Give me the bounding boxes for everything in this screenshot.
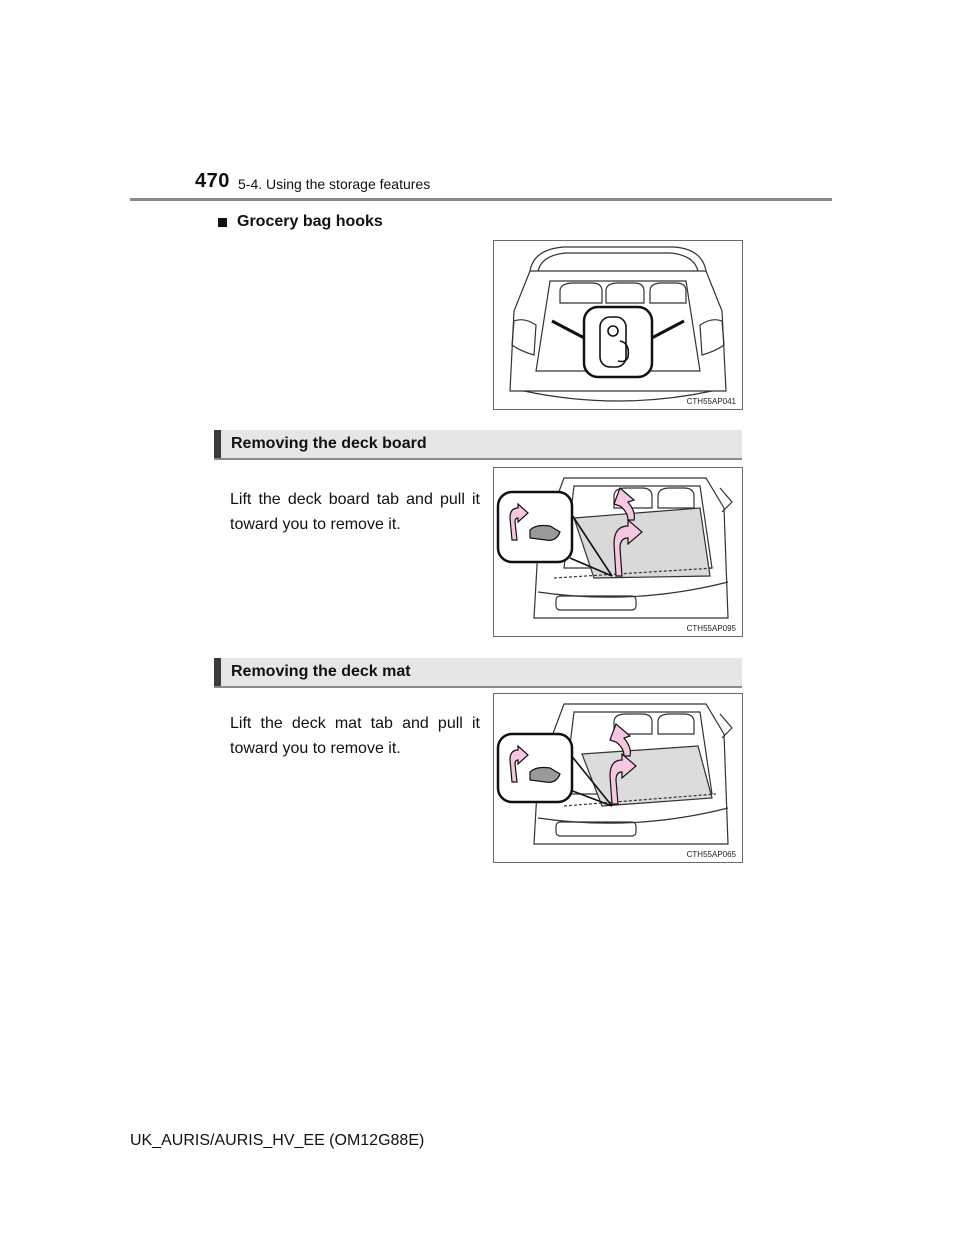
deck-board-figure bbox=[493, 467, 743, 637]
header-rule bbox=[130, 198, 832, 201]
heading-accent-bar bbox=[214, 658, 221, 686]
deck-mat-heading bbox=[214, 658, 742, 688]
deck-mat-figure bbox=[493, 693, 743, 863]
deck-mat-title: Removing the deck mat bbox=[231, 663, 411, 680]
deck-board-heading bbox=[214, 430, 742, 460]
grocery-bag-hooks-title: Grocery bag hooks bbox=[237, 213, 383, 230]
model-code-footer: UK_AURIS/AURIS_HV_EE (OM12G88E) bbox=[130, 1132, 425, 1149]
grocery-bag-hooks-figure bbox=[493, 240, 743, 410]
deck-board-title: Removing the deck board bbox=[231, 435, 427, 452]
hatchback-open-illustration bbox=[494, 241, 742, 409]
page-number: 470 bbox=[195, 170, 230, 192]
figure-code-grocery: CTH55AP041 bbox=[686, 397, 736, 406]
heading-accent-bar bbox=[214, 430, 221, 458]
figure-code-deck-board: CTH55AP095 bbox=[686, 624, 736, 633]
grocery-bag-hooks-heading bbox=[218, 213, 383, 231]
deck-mat-instructions: Lift the deck mat tab and pull it toward you to remove it. bbox=[230, 715, 480, 757]
section-title: 5-4. Using the storage features bbox=[238, 176, 431, 192]
figure-code-deck-mat: CTH55AP065 bbox=[686, 850, 736, 859]
square-bullet-icon bbox=[218, 218, 227, 227]
deck-board-instructions: Lift the deck board tab and pull it toward you to remove it. bbox=[230, 491, 480, 533]
deck-board-illustration bbox=[494, 468, 742, 636]
deck-mat-illustration bbox=[494, 694, 742, 862]
